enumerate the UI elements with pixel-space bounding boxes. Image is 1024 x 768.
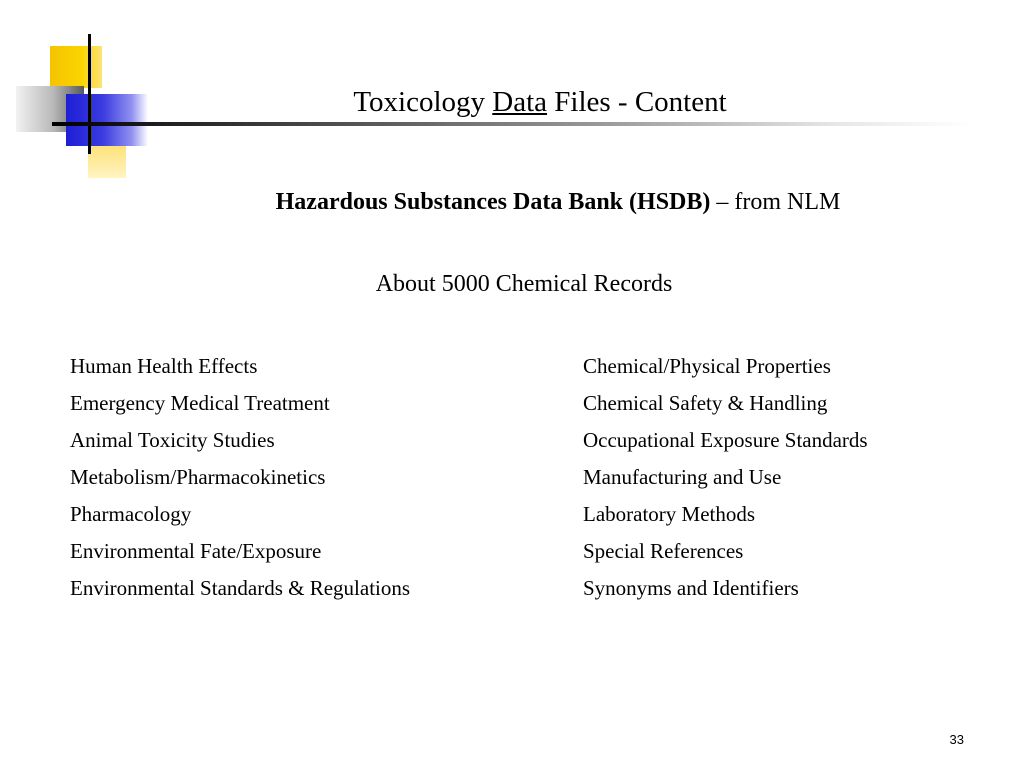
list-item: Laboratory Methods — [583, 502, 756, 526]
list-item: Synonyms and Identifiers — [583, 576, 799, 600]
list-item: Human Health Effects — [70, 354, 258, 378]
list-item: Pharmacology — [70, 502, 192, 526]
logo-yellow-square-bottom — [88, 146, 126, 178]
logo-vertical-line — [88, 34, 91, 154]
list-item: Chemical Safety & Handling — [583, 391, 828, 415]
list-item: Emergency Medical Treatment — [70, 391, 330, 415]
database-name: Hazardous Substances Data Bank (HSDB) — [275, 189, 711, 215]
list-item: Environmental Fate/Exposure — [70, 539, 322, 563]
title-divider-line — [52, 122, 972, 126]
list-item: Environmental Standards & Regulations — [70, 576, 411, 600]
database-source: – from NLM — [710, 189, 841, 215]
list-item: Special References — [583, 539, 744, 563]
list-item: Chemical/Physical Properties — [583, 354, 831, 378]
decorative-logo — [0, 0, 160, 190]
left-content-list — [70, 348, 410, 607]
list-item: Manufacturing and Use — [583, 465, 782, 489]
slide-title — [150, 84, 930, 120]
title-underlined-word: Data — [492, 86, 548, 118]
database-subtitle — [120, 186, 996, 218]
logo-yellow-square-top — [50, 46, 102, 88]
list-item: Occupational Exposure Standards — [583, 428, 868, 452]
list-item: Animal Toxicity Studies — [70, 428, 275, 452]
right-content-list — [583, 348, 868, 607]
title-part2: Files - Content — [547, 86, 727, 118]
records-count: About 5000 Chemical Records — [375, 271, 673, 297]
list-item: Metabolism/Pharmacokinetics — [70, 465, 326, 489]
logo-blue-square — [66, 94, 148, 146]
title-part1: Toxicology — [353, 86, 493, 118]
page-number: 33 — [949, 732, 964, 747]
